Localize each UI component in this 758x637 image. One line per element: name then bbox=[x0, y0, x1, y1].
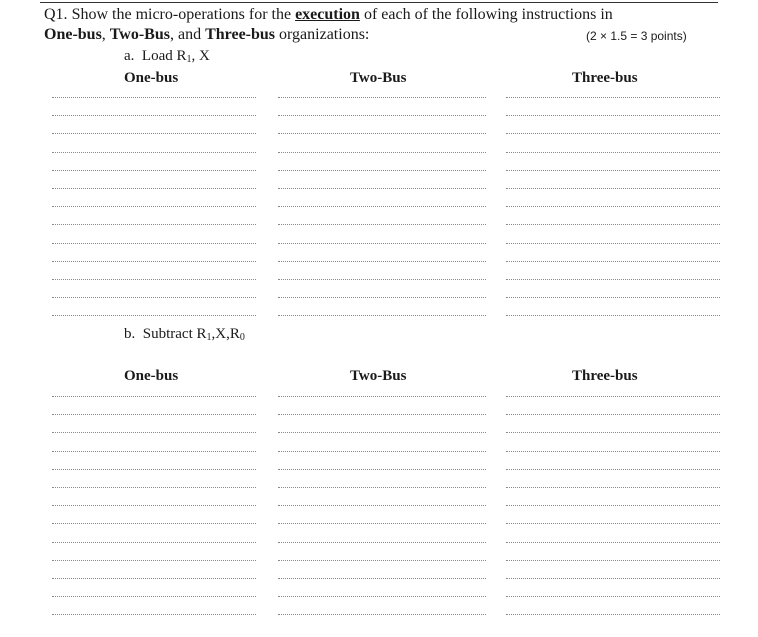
answer-line[interactable] bbox=[506, 97, 720, 98]
answer-line[interactable] bbox=[278, 487, 486, 488]
answer-line[interactable] bbox=[52, 505, 256, 506]
question-text-after: of each of the following instructions in bbox=[359, 6, 613, 23]
top-rule bbox=[40, 2, 718, 3]
answer-line[interactable] bbox=[278, 396, 486, 397]
answer-line[interactable] bbox=[506, 297, 720, 298]
answer-line[interactable] bbox=[506, 542, 720, 543]
answer-line[interactable] bbox=[506, 261, 720, 262]
org-one-bus: One-bus bbox=[44, 26, 102, 43]
answer-line[interactable] bbox=[52, 224, 256, 225]
question-number: Q1. bbox=[44, 6, 68, 23]
part-letter: b. bbox=[124, 326, 136, 342]
part-a-col-one-bus: One-bus bbox=[124, 70, 179, 86]
answer-line[interactable] bbox=[506, 170, 720, 171]
answer-line[interactable] bbox=[278, 315, 486, 316]
answer-line[interactable] bbox=[278, 614, 486, 615]
separator: , and bbox=[169, 26, 206, 43]
answer-line[interactable] bbox=[52, 261, 256, 262]
answer-line[interactable] bbox=[52, 414, 256, 415]
part-b-col-one-bus: One-bus bbox=[124, 368, 179, 384]
separator: , bbox=[101, 26, 110, 43]
register-subscript: 1 bbox=[206, 332, 212, 343]
answer-line[interactable] bbox=[506, 133, 720, 134]
instruction-operands: , X bbox=[191, 48, 210, 64]
answer-line[interactable] bbox=[278, 243, 486, 244]
answer-line[interactable] bbox=[278, 279, 486, 280]
answer-line[interactable] bbox=[52, 614, 256, 615]
answer-line[interactable] bbox=[278, 206, 486, 207]
part-letter: a. bbox=[124, 48, 135, 64]
answer-line[interactable] bbox=[52, 560, 256, 561]
answer-line[interactable] bbox=[506, 279, 720, 280]
answer-line[interactable] bbox=[506, 396, 720, 397]
org-two-bus: Two-Bus bbox=[109, 26, 170, 43]
answer-line[interactable] bbox=[52, 542, 256, 543]
question-line-1 bbox=[44, 6, 613, 24]
answer-line[interactable] bbox=[278, 578, 486, 579]
answer-line[interactable] bbox=[278, 505, 486, 506]
answer-line[interactable] bbox=[278, 560, 486, 561]
answer-line[interactable] bbox=[506, 560, 720, 561]
answer-line[interactable] bbox=[52, 97, 256, 98]
question-line-2 bbox=[44, 26, 369, 44]
answer-line[interactable] bbox=[506, 487, 720, 488]
answer-line[interactable] bbox=[52, 487, 256, 488]
register-subscript: 1 bbox=[186, 54, 192, 65]
answer-line[interactable] bbox=[278, 152, 486, 153]
answer-line[interactable] bbox=[506, 243, 720, 244]
answer-line[interactable] bbox=[52, 396, 256, 397]
points-label: (2 × 1.5 = 3 points) bbox=[586, 29, 687, 43]
answer-line[interactable] bbox=[278, 596, 486, 597]
part-a-label bbox=[124, 48, 210, 65]
part-b-col-two-bus: Two-Bus bbox=[350, 368, 407, 384]
answer-line[interactable] bbox=[278, 542, 486, 543]
answer-line[interactable] bbox=[278, 261, 486, 262]
answer-line[interactable] bbox=[278, 451, 486, 452]
question-line2-after: organizations: bbox=[275, 26, 370, 43]
answer-line[interactable] bbox=[278, 97, 486, 98]
answer-line[interactable] bbox=[278, 133, 486, 134]
question-emphasis: execution bbox=[295, 6, 360, 23]
answer-line[interactable] bbox=[506, 523, 720, 524]
answer-line[interactable] bbox=[52, 469, 256, 470]
answer-line[interactable] bbox=[506, 432, 720, 433]
answer-line[interactable] bbox=[52, 432, 256, 433]
instruction-name: Load R bbox=[141, 48, 187, 64]
answer-line[interactable] bbox=[506, 152, 720, 153]
answer-line[interactable] bbox=[506, 115, 720, 116]
answer-line[interactable] bbox=[278, 469, 486, 470]
answer-line[interactable] bbox=[52, 206, 256, 207]
answer-line[interactable] bbox=[278, 432, 486, 433]
answer-line[interactable] bbox=[52, 315, 256, 316]
answer-line[interactable] bbox=[278, 297, 486, 298]
answer-line[interactable] bbox=[52, 133, 256, 134]
answer-line[interactable] bbox=[506, 578, 720, 579]
answer-line[interactable] bbox=[278, 115, 486, 116]
org-three-bus: Three-bus bbox=[205, 26, 276, 43]
answer-line[interactable] bbox=[506, 206, 720, 207]
answer-line[interactable] bbox=[506, 188, 720, 189]
answer-line[interactable] bbox=[506, 614, 720, 615]
answer-line[interactable] bbox=[52, 152, 256, 153]
answer-line[interactable] bbox=[506, 315, 720, 316]
instruction-name: Subtract R bbox=[142, 326, 207, 342]
answer-line[interactable] bbox=[52, 279, 256, 280]
answer-line[interactable] bbox=[506, 469, 720, 470]
answer-line[interactable] bbox=[278, 224, 486, 225]
part-a-col-two-bus: Two-Bus bbox=[350, 70, 407, 86]
answer-line[interactable] bbox=[506, 224, 720, 225]
answer-line[interactable] bbox=[52, 596, 256, 597]
part-b-label bbox=[124, 326, 245, 343]
answer-line[interactable] bbox=[52, 115, 256, 116]
instruction-operands: ,X,R bbox=[211, 326, 240, 342]
answer-line[interactable] bbox=[52, 297, 256, 298]
answer-line[interactable] bbox=[52, 243, 256, 244]
answer-line[interactable] bbox=[52, 523, 256, 524]
answer-line[interactable] bbox=[278, 414, 486, 415]
answer-line[interactable] bbox=[278, 188, 486, 189]
answer-line[interactable] bbox=[52, 451, 256, 452]
answer-line[interactable] bbox=[506, 505, 720, 506]
answer-line[interactable] bbox=[52, 170, 256, 171]
answer-line[interactable] bbox=[52, 578, 256, 579]
answer-line[interactable] bbox=[278, 170, 486, 171]
answer-line[interactable] bbox=[506, 414, 720, 415]
part-a-col-three-bus: Three-bus bbox=[572, 70, 638, 86]
answer-line[interactable] bbox=[506, 596, 720, 597]
answer-line[interactable] bbox=[52, 188, 256, 189]
register-subscript: 0 bbox=[239, 332, 245, 343]
answer-line[interactable] bbox=[506, 451, 720, 452]
answer-line[interactable] bbox=[278, 523, 486, 524]
part-b-col-three-bus: Three-bus bbox=[572, 368, 638, 384]
question-text-before: Show the micro-operations for the bbox=[71, 6, 296, 23]
